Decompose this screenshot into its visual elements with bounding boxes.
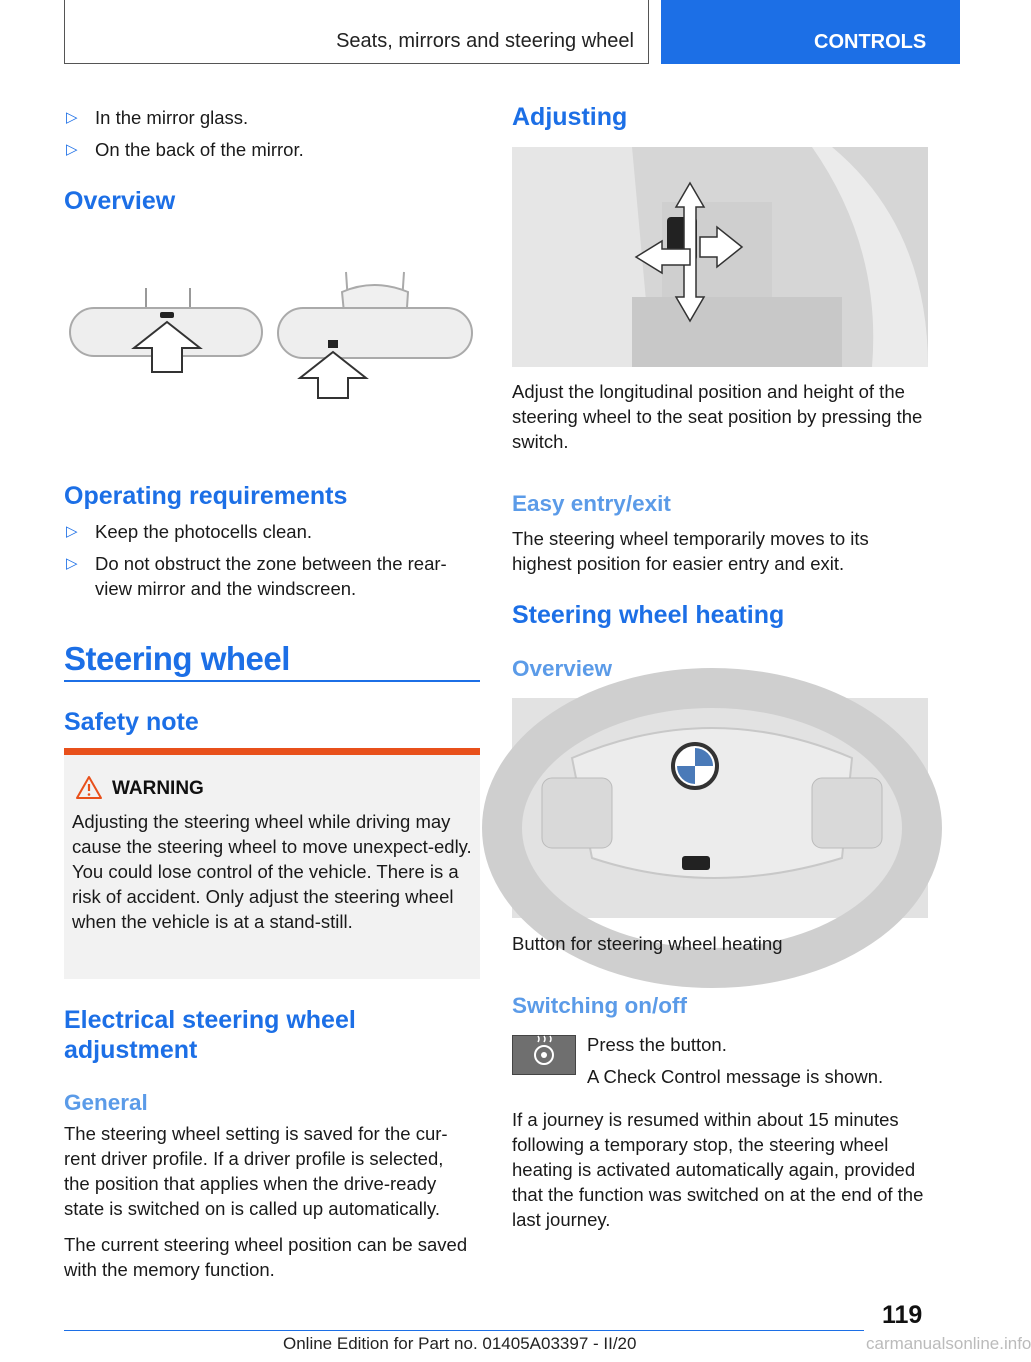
overview-heading: Overview: [64, 187, 176, 215]
easy-entry-text: The steering wheel temporarily moves to its highest position for easier entry and exit.: [512, 528, 869, 574]
heading-rule: [64, 680, 480, 682]
general-paragraph-2: The current steering wheel position can be saved with the memory function.: [64, 1234, 468, 1280]
header-section-title: Seats, mirrors and steering wheel: [336, 30, 634, 52]
journey-text: If a journey is resumed within about 15 minutes following a temporary stop, the steering wheel heating is activated automatically again, provided that the function was switched on at the end of the last journey.: [512, 1109, 924, 1230]
adjusting-heading: Adjusting: [512, 103, 628, 131]
steering-heating-heading: Steering wheel heating: [512, 601, 785, 629]
heating-overview-heading: Overview: [512, 656, 613, 681]
warning-bar: [64, 748, 480, 755]
page-number: 119: [882, 1301, 923, 1329]
steering-wheel-heading: Steering wheel: [64, 640, 290, 677]
safety-note-heading: Safety note: [64, 708, 199, 736]
footer-watermark: carmanualsonline.info: [866, 1334, 1031, 1353]
header-chapter-tab: [661, 0, 960, 64]
general-heading: General: [64, 1090, 148, 1115]
warning-box: [64, 748, 480, 979]
heating-button-icon: [512, 1035, 576, 1075]
mirror-illustration: [64, 262, 480, 412]
electrical-adjustment-heading: Electrical steering wheel adjustment: [64, 1006, 356, 1064]
switch-instruction-1: Press the button.: [587, 1034, 727, 1055]
switching-heading: Switching on/off: [512, 993, 687, 1018]
footer-edition: Online Edition for Part no. 01405A03397 - II/20: [283, 1334, 637, 1353]
warning-title: WARNING: [112, 778, 204, 799]
footer-rule: [64, 1330, 864, 1331]
operating-requirements-heading: Operating requirements: [64, 482, 348, 510]
triangle-bullet-icon: ▷: [66, 109, 78, 126]
triangle-bullet-icon: ▷: [66, 141, 78, 158]
warning-triangle-icon: [76, 776, 102, 799]
warning-text: Adjusting the steering wheel while driving may cause the steering wheel to move unexpect-edly. You could lose control of the vehicle. There is a risk of accident. Only adjust the steering wheel when the vehicle is at a stand-still.: [72, 811, 472, 932]
easy-entry-heading: Easy entry/exit: [512, 491, 671, 516]
header-section-box: [64, 0, 649, 64]
heating-caption: Button for steering wheel heating: [512, 933, 783, 954]
switch-instruction-2: A Check Control message is shown.: [587, 1066, 884, 1087]
header-chapter-title: CONTROLS: [814, 31, 927, 53]
general-paragraph-1: The steering wheel setting is saved for the cur-rent driver profile. If a driver profile is selected, the position that applies when the drive-ready state is switched on is called up automatically.: [64, 1123, 448, 1219]
steering-adjust-switch-photo: [512, 147, 928, 367]
adjusting-text: Adjust the longitudinal position and height of the steering wheel to the seat position by pressing the switch.: [512, 381, 923, 452]
triangle-bullet-icon: ▷: [66, 523, 78, 540]
triangle-bullet-icon: ▷: [66, 555, 78, 572]
steering-wheel-photo: [512, 698, 928, 918]
